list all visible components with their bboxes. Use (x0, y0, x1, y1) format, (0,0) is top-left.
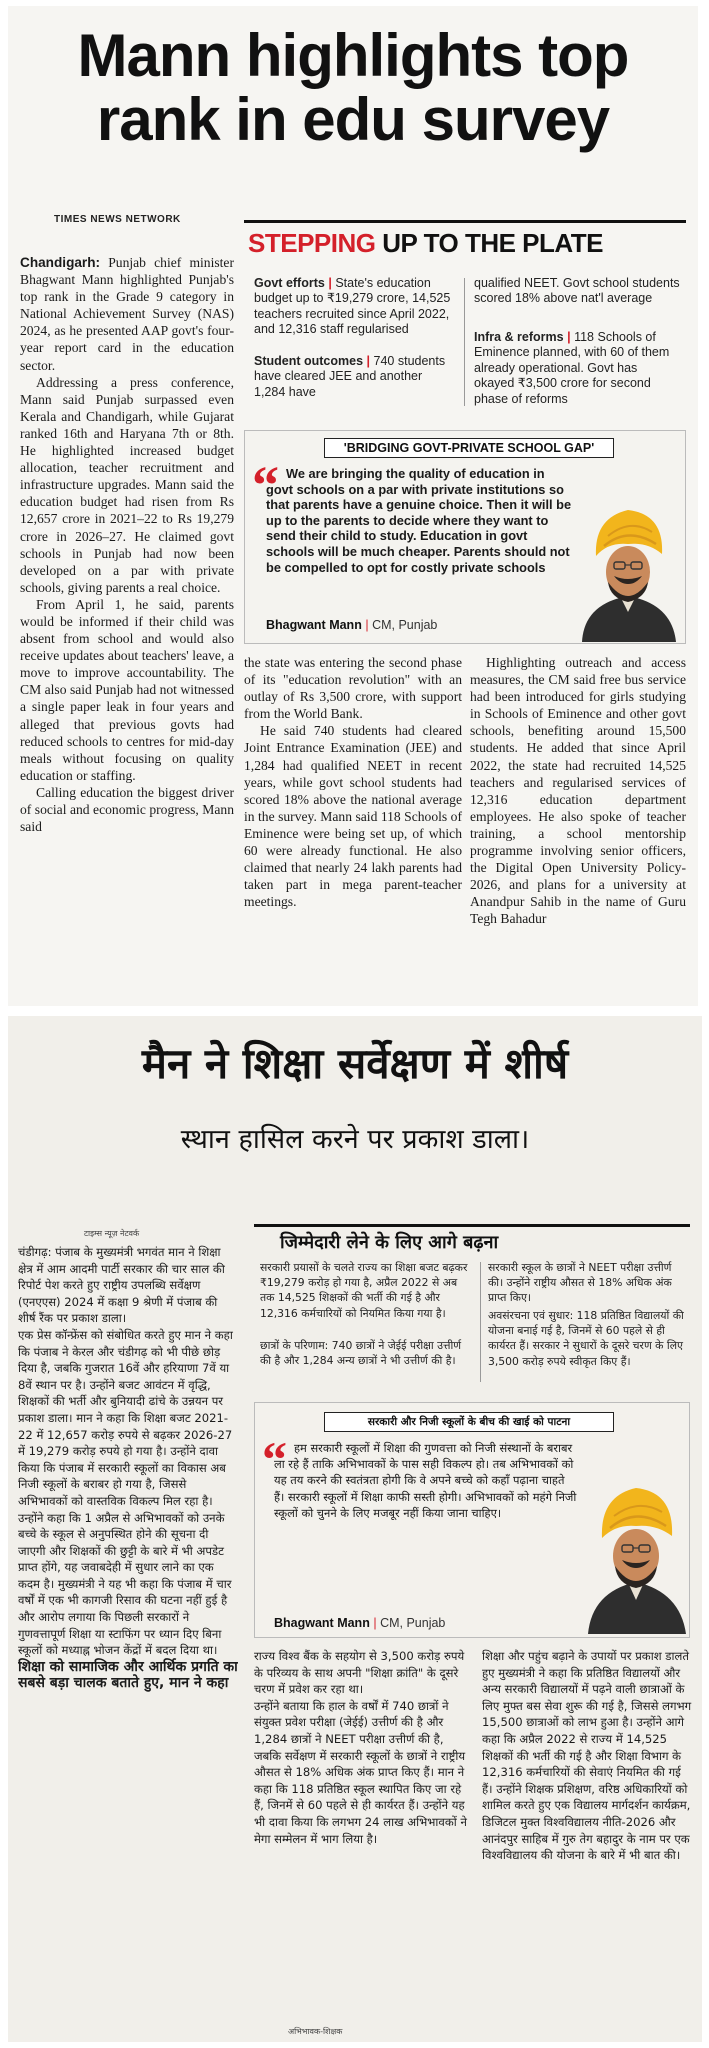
fact-label: Student outcomes (254, 354, 364, 368)
attribution-role: CM, Punjab (380, 1616, 446, 1630)
quote-attribution-hindi: Bhagwant Mann | CM, Punjab (274, 1616, 446, 1630)
fact-neet (474, 276, 680, 307)
quote-body: We are bringing the quality of education in govt schools on a par with private institutions so that parents have a genuine choice. Then it will be up to the parents to decide where they want to send their child to study. Education in govt schools will be much cheaper. Parents should not be compelled to opt for costly private schools (266, 466, 572, 575)
quote-mark-icon: “ (262, 1431, 287, 1487)
quote-mark-icon: “ (252, 455, 279, 515)
fact-govt-efforts: Govt efforts | State's education budget up to ₹19,279 crore, 14,525 teachers recruited since April 2022, and 12,316 staff regularised (254, 276, 451, 337)
article-column-2 (244, 654, 462, 910)
paragraph: शिक्षा और पहुंच बढ़ाने के उपायों पर प्रकाश डालते हुए मुख्यमंत्री ने कहा कि प्रतिष्ठित विद्यालयों और अन्य सरकारी विद्यालयों में पढ़ने वाली छात्राओं के लिए मुफ्त बस सेवा शुरू की गई है, जिससे लगभग 15,500 छात्राओं को लाभ हुआ है। उन्होंने आगे कहा कि अप्रैल 2022 से राज्य में 14,525 शिक्षकों की भर्ती की गई है और शिक्षा विभाग के 12,316 कर्मचारियों की सेवाएं नियमित की गई हैं। उन्होंने शिक्षक प्रशिक्षण, वरिष्ठ अधिकारियों को शामिल करते हुए एक विद्यालय मार्गदर्शन कार्यक्रम, डिजिटल मुक्त विश्वविद्यालय नीति-2026 और आनंदपुर साहिब में गुरु तेग बहादुर के नाम पर एक विश्वविद्यालय की योजना के बारे में भी बात की। (482, 1649, 692, 1863)
quote-banner: 'BRIDGING GOVT-PRIVATE SCHOOL GAP' (324, 438, 614, 458)
box-top-rule (244, 220, 686, 223)
fact-text: qualified NEET. Govt school students scored 18% above nat'l average (474, 276, 680, 306)
paragraph: उन्होंने कहा कि 1 अप्रैल से अभिभावकों को उनके बच्चे के स्कूल से अनुपस्थित होने की सूचना दी जाएगी और शिक्षकों की छुट्टी के बारे में भी अपडेट प्राप्त होंगे, यह जवाबदेही में सुधार लाने का एक कदम है। मुख्यमंत्री ने यह भी कहा कि पंजाब में चार वर्षों में एक भी कागजी रिसाव की घटना नहीं हुई है और आरोप लगाया कि पिछली सरकारों ने गुणवत्तापूर्ण शिक्षा या स्टाफिंग पर ध्यान दिए बिना स्कूलों को मध्याह्न भोजन केंद्रों में बदल दिया था। (18, 1510, 232, 1658)
quote-body: हम सरकारी स्कूलों में शिक्षा की गुणवत्ता को निजी संस्थानों के बराबर ला रहे हैं ताकि अभिभावकों के पास सही विकल्प हो। तब अभिभावकों को यह तय करने की स्वतंत्रता होगी कि वे अपने बच्चे को कहाँ पढ़ाना चाहते हैं। सरकारी स्कूलों में शिक्षा काफी सस्ती होगी। अभिभावकों को महंगे निजी स्कूलों को चुनने के लिए मजबूर नहीं किया जाना चाहिए। (274, 1441, 577, 1520)
clipping-separator (0, 1006, 709, 1016)
box-title-hindi: जिम्मेदारी लेने के लिए आगे बढ़ना (280, 1232, 499, 1253)
box-title-red: STEPPING (248, 228, 376, 258)
byline: TIMES NEWS NETWORK (54, 214, 181, 225)
box-column-divider (464, 278, 465, 406)
fact-hindi-govt-efforts: सरकारी प्रयासों के चलते राज्य का शिक्षा बजट बढ़कर ₹19,279 करोड़ हो गया है, अप्रैल 2022 से अब तक 14,525 शिक्षकों की भर्ती की गई है और 12,316 कर्मचारियों को नियमित किया गया है। (260, 1261, 468, 1320)
paragraph: राज्य विश्व बैंक के सहयोग से 3,500 करोड़ रुपये के परिव्यय के साथ अपनी "शिक्षा क्रांति" के दूसरे चरण में प्रवेश कर रहा था। (254, 1649, 465, 1697)
paragraph: Calling education the biggest driver of social and economic progress, Mann said (20, 784, 234, 835)
article-column-1-hindi (18, 1244, 238, 2036)
paragraph: Highlighting outreach and access measures, the CM said free bus service had been introduced for girls studying in Schools of Eminence and other govt schools, benefiting around 15,500 students. He added that since April 2022, the state had recruited 14,525 teachers and regularised services of 12,316 education department employees. He also spoke of teacher training, a school mentorship programme involving senior officers, the Digital Open University Policy-2026, and plans for a university at Anandpur Sahib in the name of Guru Tegh Bahadur (470, 655, 686, 927)
headline-english: Mann highlights top rank in edu survey (77, 22, 629, 153)
box-title (248, 228, 603, 259)
article-column-2-hindi (254, 1648, 474, 2036)
fact-text: State's education budget up to ₹19,279 crore, 14,525 teachers recruited since April 2022, and 12,316 staff regularised (254, 276, 451, 337)
paragraph: the state was entering the second phase of its "education revolution" with an outlay of Rs 3,500 crore, with support from the World Bank. (244, 655, 462, 722)
quote-text (266, 466, 572, 575)
quote-attribution: Bhagwant Mann | CM, Punjab (266, 618, 438, 632)
bhagwant-mann-portrait (582, 1468, 690, 1634)
box-top-rule-hindi (254, 1224, 690, 1227)
attribution-role: CM, Punjab (372, 618, 438, 632)
paragraph: शिक्षा को सामाजिक और आर्थिक प्रगति का सबसे बड़ा चालक बताते हुए, मान ने कहा (18, 1658, 238, 1692)
fact-hindi-neet: सरकारी स्कूल के छात्रों ने NEET परीक्षा उत्तीर्ण की। उन्होंने राष्ट्रीय औसत से 18% अधिक अंक प्राप्त किए। (488, 1261, 672, 1305)
fact-hindi-student-outcomes: छात्रों के परिणाम: 740 छात्रों ने जेईई परीक्षा उत्तीर्ण की है और 1,284 अन्य छात्रों ने भी उत्तीर्ण की है। (260, 1339, 462, 1368)
paragraph: Punjab chief minister Bhagwant Mann highlighted Punjab's top rank in the Grade 9 category in National Achievement Survey (NAS) 2024, as he presented AAP govt's four-year report card in the education sector. (20, 255, 234, 373)
byline-hindi: टाइम्स न्यूज़ नेटवर्क (84, 1229, 140, 1238)
headline-hindi-line2: स्थान हासिल करने पर प्रकाश डाला। (180, 1124, 530, 1155)
article-column-3-hindi (482, 1648, 694, 2036)
attribution-name: Bhagwant Mann (274, 1616, 370, 1630)
fact-text: 118 Schools of Eminence planned, with 60 of them already operational. Govt has okayed ₹3,500 crore for second phase of reforms (474, 330, 670, 406)
paragraph: उन्होंने बताया कि हाल के वर्षों में 740 छात्रों ने संयुक्त प्रवेश परीक्षा (जेईई) उत्तीर्ण की है और 1,284 छात्रों ने NEET परीक्षा उत्तीर्ण की है, जबकि सर्वेक्षण में सरकारी स्कूलों के छात्रों ने राष्ट्रीय औसत से 18% अधिक अंक प्राप्त किए हैं। मान ने कहा कि 118 प्रतिष्ठित स्कूल स्थापित किए जा रहे हैं, जिनमें से 60 पहले से ही कार्यरत हैं। उन्होंने यह भी दावा किया कि लगभग 24 लाख अभिभावकों ने मेगा सम्मेलन में भाग लिया है। (254, 1698, 467, 1846)
fact-hindi-infra: अवसंरचना एवं सुधार: 118 प्रतिष्ठित विद्यालयों की योजना बनाई गई है, जिनमें से 60 पहले से ही कार्यरत हैं। सरकार ने सुधारों के दूसरे चरण के लिए 3,500 करोड़ रुपये स्वीकृत किए हैं। (488, 1309, 684, 1368)
quote-text-hindi (274, 1440, 578, 1521)
photo-credit: अभिभावक-शिक्षक (288, 2027, 343, 2036)
attribution-name: Bhagwant Mann (266, 618, 362, 632)
paragraph: एक प्रेस कॉन्फ्रेंस को संबोधित करते हुए मान ने कहा कि पंजाब ने केरल और चंडीगढ़ को भी पीछे छोड़ दिया है, जबकि गुजरात 16वें और हरियाणा 7वें या 8वें स्थान पर है। उन्होंने बजट आवंटन में वृद्धि, शिक्षकों की भर्ती और बुनियादी ढांचे के उन्नयन पर प्रकाश डाला। मान ने कहा कि शिक्षा बजट 2021-22 में 12,657 करोड़ रुपये से बढ़कर 2026-27 में 19,279 करोड़ रुपये हो गया है। उन्होंने दावा किया कि पंजाब में सरकारी स्कूलों का विकास अब निजी स्कूलों के बराबर हो गया है, जिससे अभिभावकों को वास्तविक विकल्प मिल रहा है। (18, 1327, 233, 1508)
quote-banner-hindi: सरकारी और निजी स्कूलों के बीच की खाई को पाटना (324, 1412, 614, 1432)
fact-infra-reforms: Infra & reforms | 118 Schools of Eminence planned, with 60 of them already operational. Govt has okayed ₹3,500 crore for second phase of reforms (474, 330, 670, 406)
paragraph: From April 1, he said, parents would be informed if their child was absent from school and would also receive updates about teachers' leave, a move to improve accountability. The CM also said Punjab had not witnessed a single paper leak in four years and alleged that previous govts had reduced schools to centres for mid-day meals without focusing on quality education or staffing. (20, 596, 234, 783)
english-clipping (8, 6, 698, 1006)
box-column-divider-hindi (480, 1262, 481, 1382)
box-title-black: UP TO THE PLATE (382, 228, 603, 258)
fact-text: 740 students have cleared JEE and another 1,284 have (254, 354, 446, 399)
bhagwant-mann-portrait (574, 492, 682, 642)
paragraph: He said 740 students had cleared Joint Entrance Examination (JEE) and 1,284 had qualified NEET in recent years, while govt school students had scored 18% above the national average in the survey. Mann said 118 Schools of Eminence were being set up, of which 60 were already functional. He also claimed that nearly 24 lakh parents had taken part in mega parent-teacher meetings. (244, 723, 462, 910)
paragraph: चंडीगढ़: पंजाब के मुख्यमंत्री भगवंत मान ने शिक्षा क्षेत्र में आम आदमी पार्टी सरकार की चार साल की रिपोर्ट पेश करते हुए राष्ट्रीय उपलब्धि सर्वेक्षण (एनएएस) 2024 में कक्षा 9 श्रेणी में पंजाब की शीर्ष रैंक पर प्रकाश डाला। (18, 1245, 225, 1326)
hindi-clipping (8, 1016, 702, 2042)
article-column-1 (20, 254, 234, 835)
fact-label: Govt efforts (254, 276, 325, 290)
paragraph: Addressing a press conference, Mann said Punjab surpassed even Kerala and Chandigarh, while Gujarat ranked 16th and Haryana 7th or 8th. He highlighted increased budget allocation, teacher recruitment and infrastructure upgrades. Mann said the education budget had risen from Rs 12,657 crore in 2021–22 to Rs 19,279 crore in 2026–27. He claimed govt schools in Punjab had now been developed on a par with private schools, giving parents a real choice. (20, 374, 234, 595)
fact-label: Infra & reforms (474, 330, 564, 344)
dateline: Chandigarh: (20, 255, 101, 270)
fact-student-outcomes: Student outcomes | 740 students have cleared JEE and another 1,284 have (254, 354, 446, 399)
article-column-3 (470, 654, 686, 928)
headline-hindi-line1: मैन ने शिक्षा सर्वेक्षण में शीर्ष (141, 1039, 569, 1088)
